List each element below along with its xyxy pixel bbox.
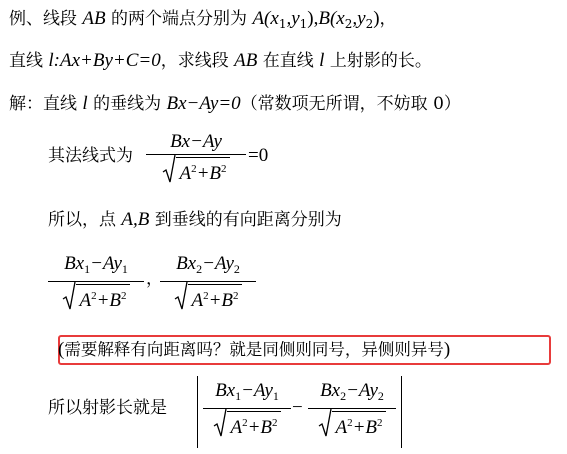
var-a: A (230, 417, 243, 438)
var-a: A (79, 290, 92, 311)
segment-ab: AB (234, 50, 258, 71)
exponent: 2 (272, 417, 278, 429)
term: Bx (215, 380, 236, 401)
term: Bx (320, 380, 341, 401)
fraction-numerator (308, 380, 396, 407)
exponent: 2 (121, 290, 127, 302)
exponent: 2 (347, 417, 353, 429)
term: Bx (64, 253, 85, 274)
sqrt-sign (174, 284, 241, 312)
term: −Ay (202, 253, 234, 274)
sqrt-sign (162, 157, 229, 185)
fraction-denominator (48, 284, 144, 312)
sqrt-sign (213, 411, 280, 439)
term: −Ay (346, 380, 378, 401)
subscript: 1 (278, 17, 287, 31)
exponent: 2 (242, 417, 248, 429)
fraction-numerator (48, 253, 144, 280)
var-b: +B (196, 163, 222, 184)
perpendicular-equation: Bx−Ay=0 (166, 93, 241, 114)
var-a: A (179, 163, 192, 184)
var-b: +B (352, 417, 378, 438)
text: 直线 (9, 51, 43, 71)
projection-fraction-b (308, 380, 396, 439)
exponent: 2 (377, 417, 383, 429)
paren: ) (443, 339, 451, 360)
subscript: 1 (235, 389, 242, 403)
paren: ( (58, 339, 65, 360)
subscript: 2 (233, 262, 240, 276)
coord: (x (329, 8, 345, 29)
fraction-denominator (308, 411, 396, 439)
comma: ， (146, 269, 163, 289)
point-b: B (318, 8, 330, 29)
rhs: =0 (248, 145, 269, 166)
coord: ,y (352, 8, 366, 29)
paren: ) (373, 8, 380, 29)
text: 所以，点 (48, 210, 116, 230)
fraction-bar (146, 154, 246, 155)
note-text (58, 339, 450, 361)
term: Bx (176, 253, 197, 274)
minus-sign (292, 397, 303, 419)
point-a: A (252, 8, 265, 29)
projection-fraction-a (203, 380, 291, 439)
problem-line-2 (9, 50, 432, 72)
text: 上射影的长。 (329, 51, 432, 71)
fraction-denominator (146, 157, 246, 185)
term: −Ay (90, 253, 122, 274)
sqrt-sign (318, 411, 385, 439)
text: 解：直线 (9, 94, 77, 114)
note-content: 需要解释有向距离吗？就是同侧则同号，异侧则异号 (64, 340, 444, 359)
text: 所以射影长就是 (48, 398, 167, 418)
var-a: A (335, 417, 348, 438)
exponent: 2 (191, 163, 197, 175)
text: （常数项无所谓，不妨取 0） (240, 94, 461, 114)
text: 到垂线的有向距离分别为 (154, 210, 342, 230)
minus: − (292, 397, 303, 418)
line-equation: l:Ax+By+C=0 (48, 50, 161, 71)
text: 例、线段 (9, 9, 77, 29)
subscript: 2 (344, 17, 353, 31)
exponent: 2 (233, 290, 239, 302)
var-a: A (191, 290, 204, 311)
text: 的两个端点分别为 (111, 9, 248, 29)
text: 的垂线为 (93, 94, 162, 114)
normal-form-label (48, 145, 133, 167)
points-ab: A,B (121, 209, 150, 230)
text: 在直线 (262, 51, 314, 71)
paren: ) (307, 8, 314, 29)
fraction-numerator (203, 380, 291, 407)
abs-bar-left (197, 376, 198, 448)
subscript: 1 (272, 389, 279, 403)
text: ，求线段 (160, 51, 229, 71)
abs-bar-right (401, 376, 402, 448)
coord: ,y (286, 8, 300, 29)
exponent: 2 (91, 290, 97, 302)
var-b: +B (96, 290, 122, 311)
subscript: 2 (365, 17, 374, 31)
subscript: 1 (84, 262, 91, 276)
subscript: 2 (196, 262, 203, 276)
exponent: 2 (203, 290, 209, 302)
subscript: 1 (299, 17, 308, 31)
subscript: 2 (340, 389, 347, 403)
term: −Ay (241, 380, 273, 401)
fraction-numerator: Bx−Ay (170, 131, 222, 152)
solution-line-3 (48, 209, 342, 231)
sqrt-sign (62, 284, 129, 312)
exponent: 2 (221, 163, 227, 175)
normal-form-fraction (146, 131, 246, 185)
distance-a-fraction (48, 253, 144, 312)
text: ， (379, 9, 397, 29)
distance-b-fraction (160, 253, 256, 312)
fraction-denominator (203, 411, 291, 439)
solution-line-1 (9, 93, 461, 115)
fraction-numerator (160, 253, 256, 280)
subscript: 1 (121, 262, 128, 276)
fraction-denominator (160, 284, 256, 312)
text: 其法线式为 (48, 146, 133, 166)
coord: (x (264, 8, 279, 29)
problem-line-1 (9, 8, 397, 35)
projection-label (48, 397, 167, 419)
comma: , (313, 8, 319, 29)
line-l: l (319, 50, 325, 71)
var-b: +B (208, 290, 234, 311)
var-b: +B (247, 417, 273, 438)
line-l: l (82, 93, 88, 114)
subscript: 2 (377, 389, 384, 403)
segment-ab: AB (82, 8, 106, 29)
equals-zero (248, 145, 268, 167)
